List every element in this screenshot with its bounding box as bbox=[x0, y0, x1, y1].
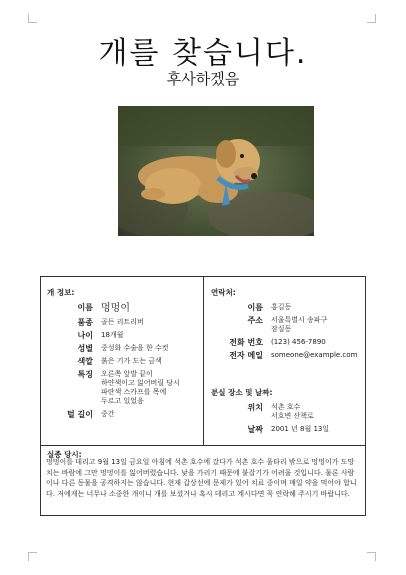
row-divider bbox=[41, 445, 365, 446]
dog-age-label: 나이 bbox=[77, 331, 93, 340]
contact-heading: 연락처: bbox=[211, 288, 236, 297]
dog-info-row bbox=[47, 357, 199, 366]
dog-coat-label: 털 길이 bbox=[67, 410, 93, 419]
dog-name-value: 멍멍이 bbox=[101, 303, 130, 314]
dog-info-list bbox=[47, 303, 199, 423]
lost-row bbox=[211, 403, 361, 421]
info-frame bbox=[40, 276, 366, 516]
lost-location-label: 위치 bbox=[247, 403, 263, 412]
situation-text: 멍멍이를 데리고 9월 13일 금요일 아침에 석촌 호수에 갔다가 석촌 호수 울타리 밖으로 멍멍이가 도망치는 바람에 그만 멍멍이를 잃어버렸습니다. 낯을 가리기 때문에 붙잡기가 어려울 것입니다. 물론 사람이나 다른 동물을 공격하지는 않습니다. 현재 갑상선에 문제가 있어 치료 중이며 매일 약을 먹어야 합니다. 저에게는 너무나 소중한 개이니 개를 보셨거나 혹시 데리고 계시다면 꼭 연락해 주시기 바랍니다. bbox=[46, 458, 357, 498]
contact-email-label: 전자 메일 bbox=[229, 351, 263, 360]
contact-phone-value: (123) 456-7890 bbox=[271, 338, 326, 346]
dog-info-row bbox=[47, 331, 199, 340]
page-title: 개를 찾습니다. bbox=[98, 36, 308, 71]
lost-date-value: 2001 년 8월 13일 bbox=[271, 425, 330, 433]
crop-mark-top-right bbox=[367, 14, 376, 23]
dog-age-value: 18개월 bbox=[101, 331, 124, 339]
lost-list bbox=[211, 403, 361, 438]
dog-name-label: 이름 bbox=[77, 303, 93, 312]
dog-color-label: 색깔 bbox=[77, 357, 93, 366]
dog-breed-label: 품종 bbox=[77, 318, 93, 327]
crop-mark-bottom-right bbox=[367, 552, 376, 561]
dog-info-heading: 개 정보: bbox=[47, 288, 75, 297]
dog-info-row bbox=[47, 410, 199, 419]
dog-info-row bbox=[47, 370, 199, 406]
contact-name-value: 홍길동 bbox=[271, 303, 292, 311]
contact-row bbox=[211, 303, 361, 312]
contact-address-value: 서울특별시 송파구 잠실동 bbox=[271, 316, 328, 333]
dog-photo bbox=[118, 106, 314, 236]
crop-mark-top-left bbox=[28, 14, 37, 23]
dog-color-value: 붉은 기가 도는 금색 bbox=[101, 357, 162, 365]
contact-address-label: 주소 bbox=[247, 316, 263, 325]
dog-coat-value: 중간 bbox=[101, 410, 115, 418]
lost-date-label: 날짜 bbox=[247, 425, 263, 434]
crop-mark-bottom-left bbox=[28, 552, 37, 561]
dog-features-value: 오른쪽 앞발 끝이 하얀색이고 잃어버릴 당시 파란색 스카프를 목에 두르고 있었음 bbox=[101, 370, 180, 405]
column-divider bbox=[203, 277, 204, 445]
contact-row bbox=[211, 351, 361, 360]
dog-info-row bbox=[47, 303, 199, 314]
page-subtitle: 후사하겠음 bbox=[166, 70, 240, 88]
contact-list bbox=[211, 303, 361, 364]
lost-location-value: 석촌 호수 서호변 산책로 bbox=[271, 403, 314, 420]
dog-info-row bbox=[47, 344, 199, 353]
situation-heading: 실종 당시: bbox=[47, 450, 82, 459]
lost-row bbox=[211, 425, 361, 434]
contact-row bbox=[211, 316, 361, 334]
contact-row bbox=[211, 338, 361, 347]
dog-sex-label: 성별 bbox=[77, 344, 93, 353]
dog-features-label: 특징 bbox=[77, 370, 93, 379]
contact-name-label: 이름 bbox=[247, 303, 263, 312]
dog-info-row bbox=[47, 318, 199, 327]
contact-phone-label: 전화 번호 bbox=[229, 338, 263, 347]
dog-breed-value: 골든 리트리버 bbox=[101, 318, 144, 326]
contact-email-value: someone@example.com bbox=[271, 351, 358, 359]
dog-sex-value: 중성화 수술을 한 수컷 bbox=[101, 344, 169, 352]
lost-heading: 분실 장소 및 날짜: bbox=[211, 388, 273, 397]
